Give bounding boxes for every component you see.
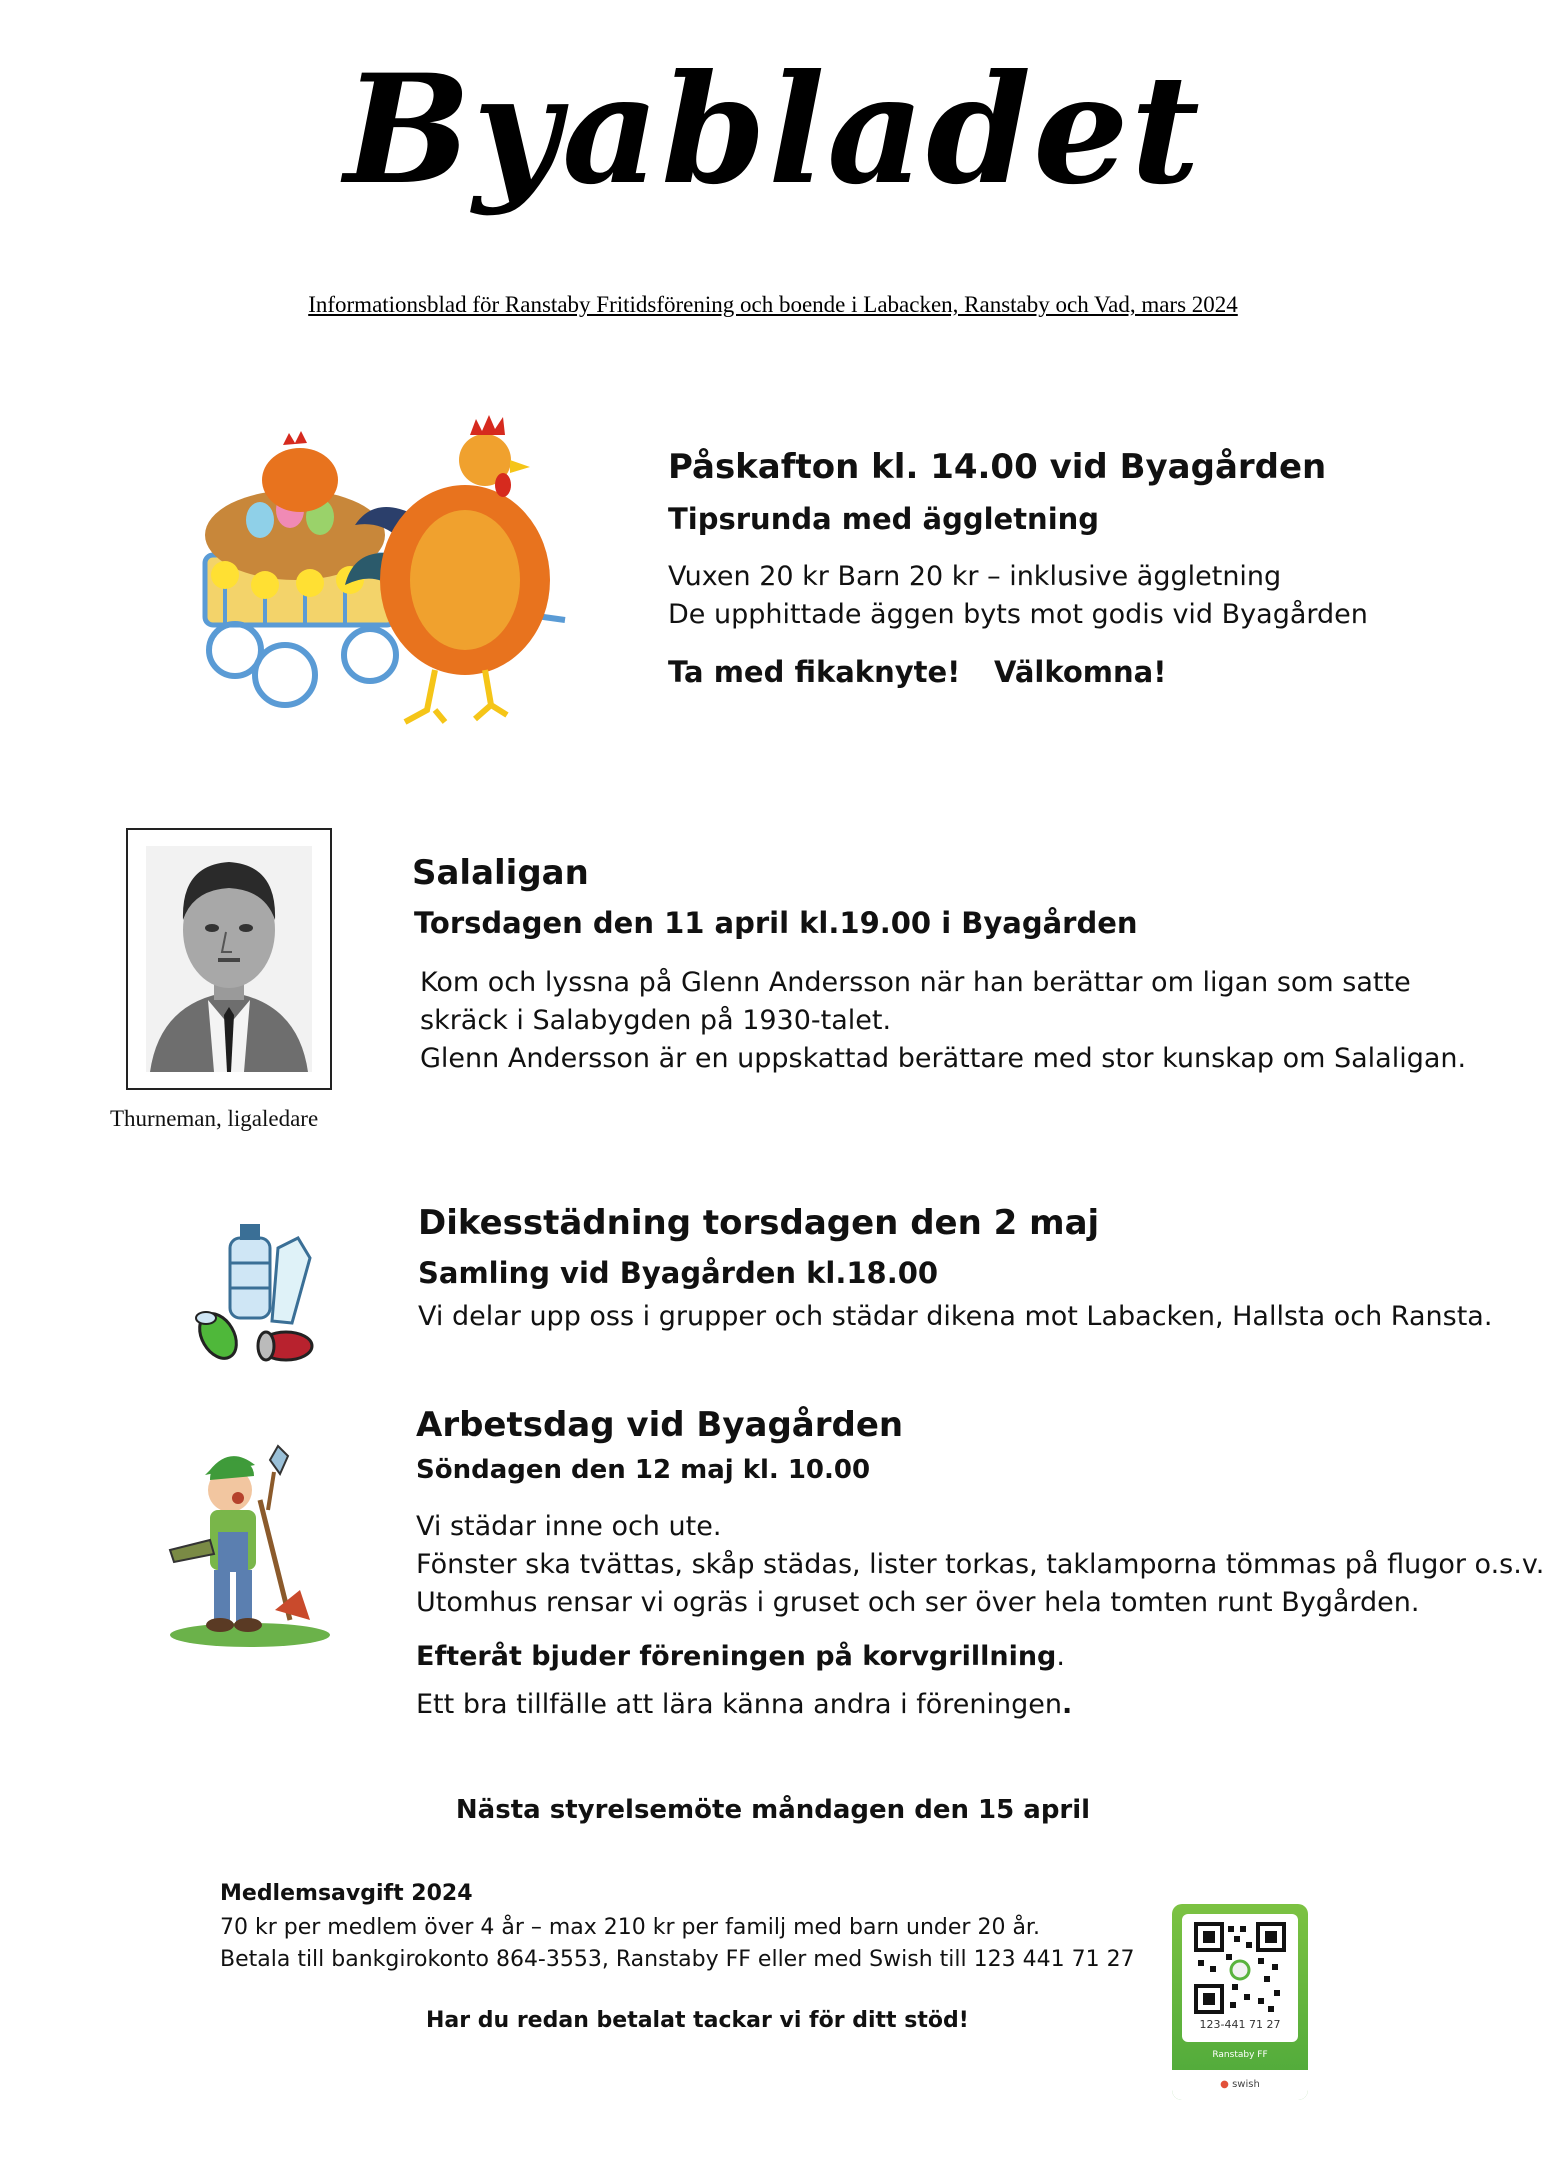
- portrait-caption: Thurneman, ligaledare: [110, 1106, 319, 1131]
- masthead-subtitle: Informationsblad för Ranstaby Fritidsförening och boende i Labacken, Ranstaby och Vad, mars 2024: [308, 292, 1238, 317]
- easter-subtitle: Tipsrunda med äggletning: [668, 502, 1100, 536]
- workday-line-1: Vi städar inne och ute.: [416, 1511, 722, 1542]
- qr-code[interactable]: [1182, 1914, 1298, 2018]
- membership-title: Medlemsavgift 2024: [220, 1881, 473, 1906]
- cleanup-subtitle: Samling vid Byagården kl.18.00: [418, 1256, 939, 1290]
- salaligan-title: Salaligan: [412, 853, 589, 893]
- cleanup-title: Dikesstädning torsdagen den 2 maj: [418, 1203, 1100, 1243]
- qr-code-panel[interactable]: [1182, 1914, 1298, 2042]
- easter-title: Påskafton kl. 14.00 vid Byagården: [668, 447, 1327, 487]
- membership-payment: Betala till bankgirokonto 864-3553, Ranstaby FF eller med Swish till 123 441 71 27: [220, 1947, 1135, 1972]
- swish-brand: swish: [1232, 2079, 1260, 2090]
- workday-subtitle: Söndagen den 12 maj kl. 10.00: [416, 1455, 871, 1485]
- recycling-illustration: [178, 1218, 328, 1368]
- easter-hens-illustration: [185, 405, 585, 745]
- portrait-frame: [126, 828, 332, 1090]
- gardener-illustration: [150, 1440, 340, 1650]
- workday-treat-end: .: [1056, 1641, 1065, 1672]
- easter-welcome: Välkomna!: [994, 655, 1167, 689]
- salaligan-line-1: Kom och lyssna på Glenn Andersson när han berättar om ligan som satte: [420, 967, 1411, 998]
- workday-line-3: Utomhus rensar vi ogräs i gruset och ser över hela tomten runt Bygården.: [416, 1587, 1420, 1618]
- salaligan-line-3: Glenn Andersson är en uppskattad berättare med stor kunskap om Salaligan.: [420, 1043, 1467, 1074]
- membership-thanks: Har du redan betalat tackar vi för ditt stöd!: [426, 2008, 969, 2033]
- easter-fika: Ta med fikaknyte!: [668, 655, 961, 689]
- swish-recipient: Ranstaby FF: [1212, 2050, 1268, 2060]
- swish-footer: [1172, 2070, 1308, 2100]
- workday-treat: [416, 1638, 1065, 1676]
- easter-prices: Vuxen 20 kr Barn 20 kr – inklusive äggletning: [668, 561, 1282, 592]
- swish-qr-card[interactable]: [1172, 1904, 1308, 2100]
- salaligan-line-2: skräck i Salabygden på 1930-talet.: [420, 1005, 892, 1036]
- swish-logo-icon: ●: [1220, 2079, 1229, 2090]
- workday-treat-bold: Efteråt bjuder föreningen på korvgrillning: [416, 1641, 1057, 1672]
- workday-title: Arbetsdag vid Byagården: [416, 1405, 904, 1445]
- membership-fee: 70 kr per medlem över 4 år – max 210 kr per familj med barn under 20 år.: [220, 1915, 1040, 1940]
- workday-line-5-end: .: [1062, 1689, 1073, 1720]
- board-meeting-notice: Nästa styrelsemöte måndagen den 15 april: [455, 1795, 1091, 1825]
- swish-number: 123-441 71 27: [1199, 2018, 1281, 2031]
- masthead-title: Byabladet: [344, 42, 1202, 218]
- workday-line-5-text: Ett bra tillfälle att lära känna andra i föreningen: [416, 1689, 1062, 1720]
- easter-eggs-info: De upphittade äggen byts mot godis vid Byagården: [668, 599, 1368, 630]
- salaligan-subtitle: Torsdagen den 11 april kl.19.00 i Byagården: [414, 906, 1138, 940]
- workday-line-2: Fönster ska tvättas, skåp städas, lister torkas, taklamporna tömmas på flugor o.s.v.: [416, 1549, 1545, 1580]
- workday-line-5: [416, 1686, 1072, 1724]
- cleanup-description: Vi delar upp oss i grupper och städar dikena mot Labacken, Hallsta och Ransta.: [418, 1301, 1493, 1332]
- portrait-photo: [128, 830, 330, 1088]
